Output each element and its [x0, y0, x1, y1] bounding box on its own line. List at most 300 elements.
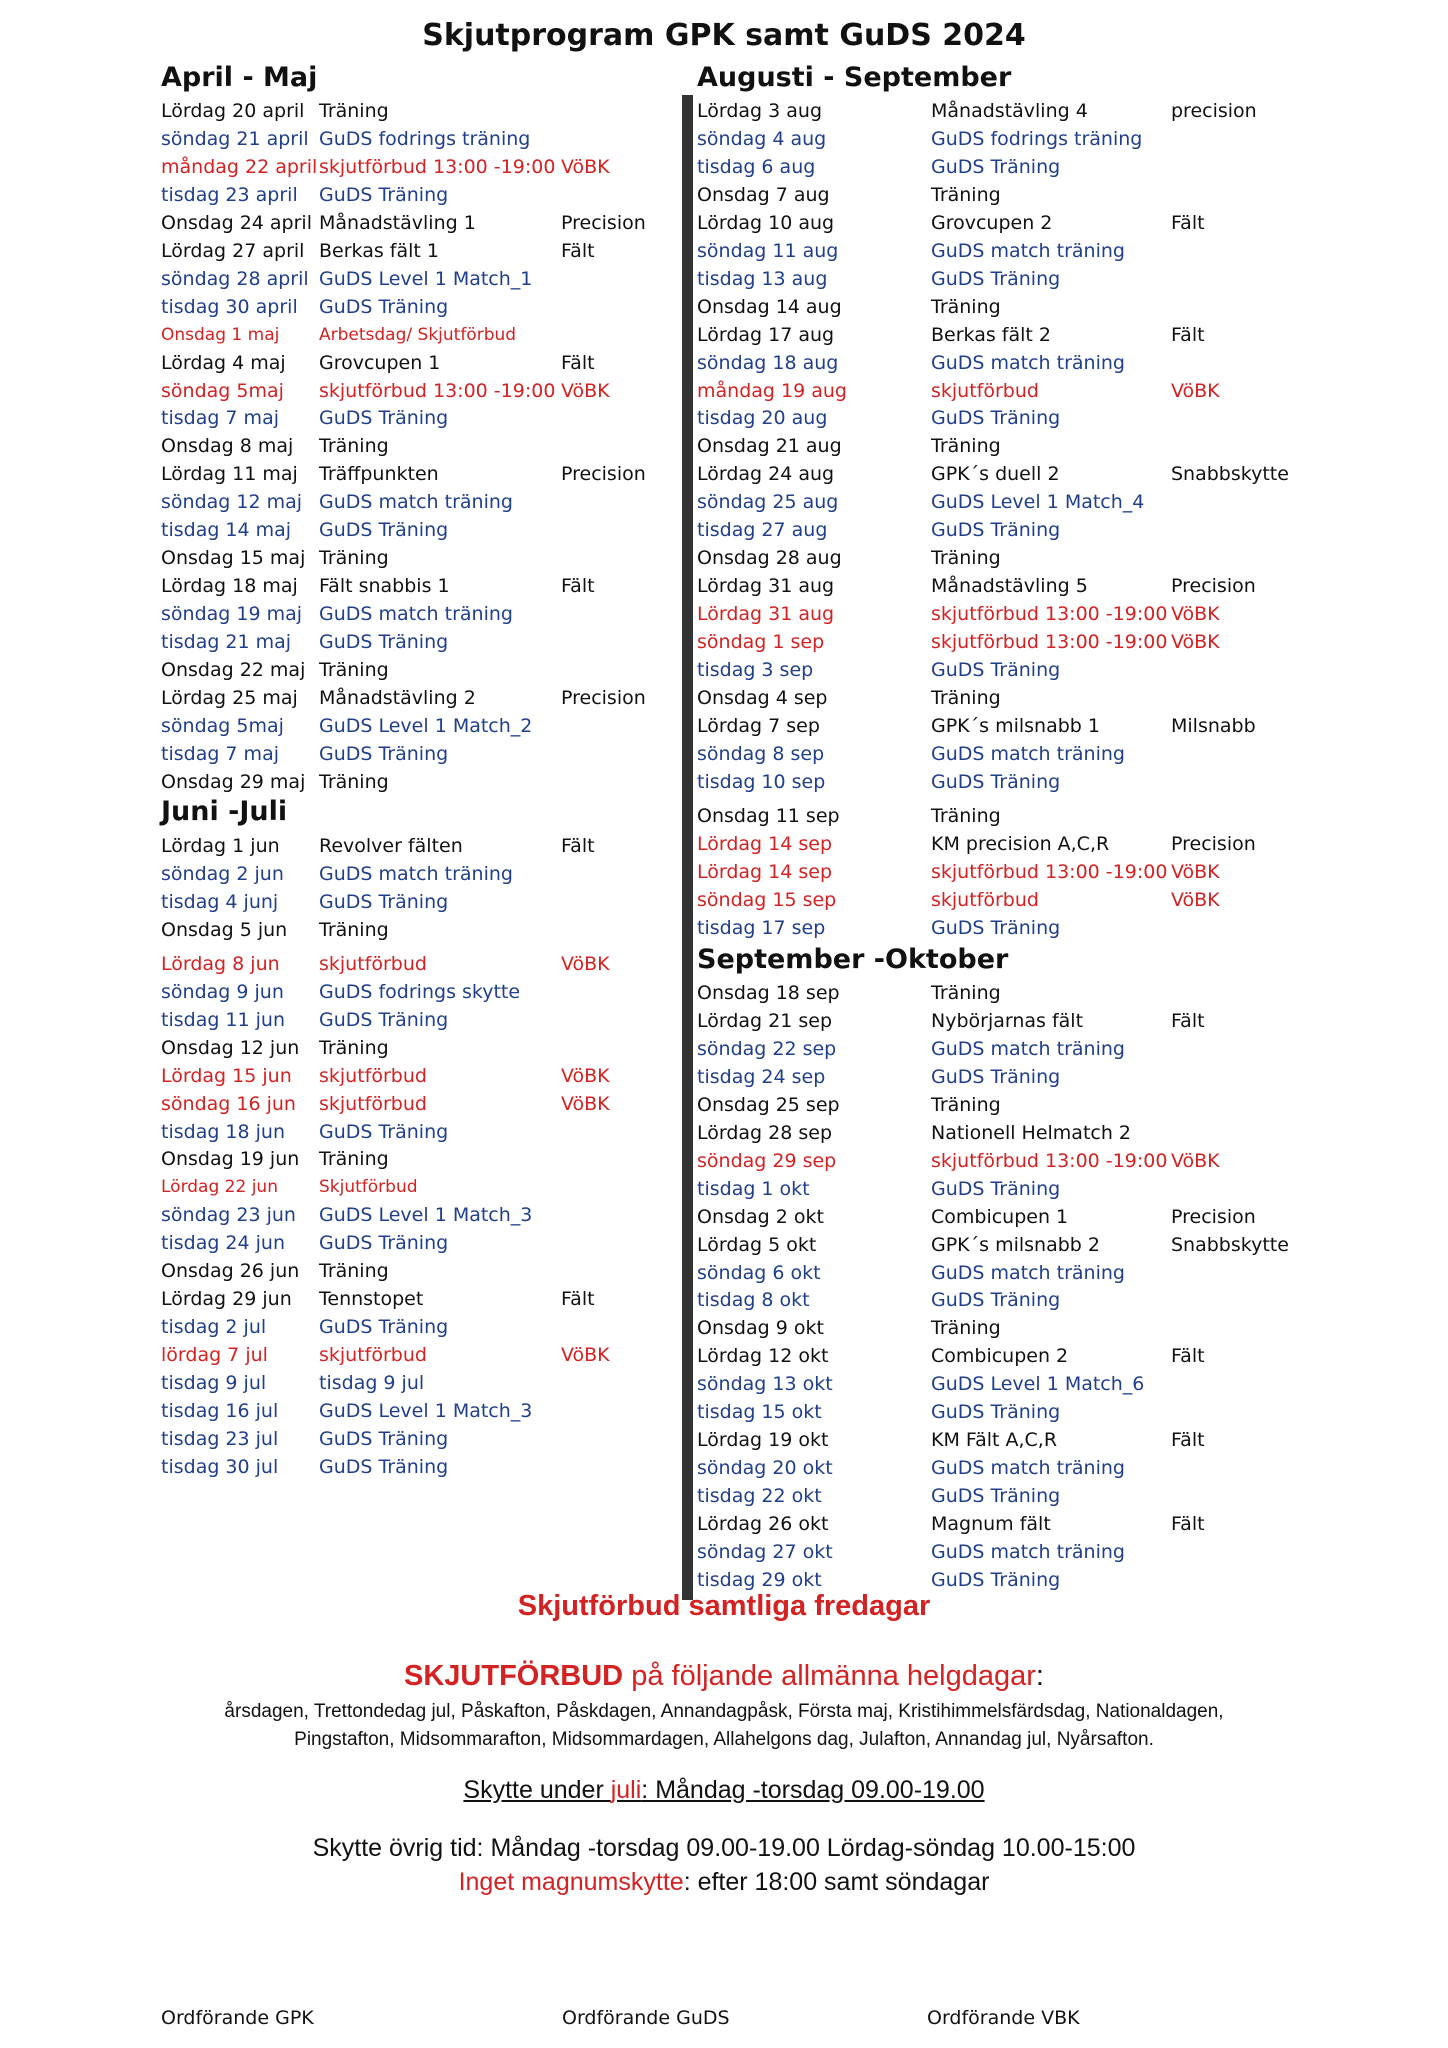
- july-hours-prefix: Skytte under: [463, 1776, 611, 1804]
- row-date: söndag 13 okt: [697, 1373, 833, 1396]
- row-type: Precision: [561, 211, 646, 234]
- schedule-row: [697, 97, 1257, 125]
- row-date: lördag 7 jul: [161, 1344, 268, 1367]
- july-hours-month: juli: [610, 1776, 642, 1804]
- row-date: Onsdag 19 jun: [161, 1148, 300, 1171]
- row-event: GuDS Level 1 Match_3: [319, 1400, 533, 1422]
- schedule-row: [161, 1285, 701, 1313]
- schedule-row: [697, 1175, 1237, 1203]
- row-date: tisdag 18 jun: [161, 1120, 286, 1143]
- schedule-row: [161, 628, 701, 656]
- july-hours: [0, 1776, 1448, 1805]
- row-type: Fält: [1171, 1429, 1205, 1452]
- schedule-row: [697, 544, 1237, 572]
- row-type: Fält: [1171, 1345, 1205, 1368]
- row-date: Lördag 24 aug: [697, 463, 835, 486]
- schedule-row: [697, 404, 1237, 432]
- schedule-row: [697, 377, 1237, 405]
- schedule-row: [697, 914, 1237, 942]
- row-date: tisdag 4 junj: [161, 890, 279, 913]
- row-date: Lördag 25 maj: [161, 686, 298, 709]
- row-type: Snabbskytte: [1171, 463, 1289, 486]
- signature-vbk: Ordförande VBK: [927, 2007, 1080, 2029]
- row-date: tisdag 24 jun: [161, 1232, 286, 1255]
- row-date: Onsdag 1 maj: [161, 324, 280, 345]
- row-event: GPK´s duell 2: [931, 463, 1060, 486]
- row-event: GuDS match träning: [931, 1541, 1125, 1563]
- holiday-list-line-2: Pingstafton, Midsommarafton, Midsommardagen, Allahelgons dag, Julafton, Annandag jul, Nyårsafton.: [294, 1729, 1154, 1750]
- row-date: tisdag 13 aug: [697, 267, 828, 290]
- schedule-row: [161, 153, 701, 181]
- row-event: skjutförbud: [319, 1092, 427, 1115]
- row-event: GuDS Träning: [319, 1120, 449, 1143]
- schedule-row: [161, 712, 701, 740]
- row-date: Onsdag 2 okt: [697, 1205, 824, 1228]
- row-event: GuDS Träning: [319, 1316, 449, 1339]
- row-event: Combicupen 2: [931, 1345, 1069, 1368]
- holiday-notice-emphasis: SKJUTFÖRBUD: [404, 1660, 624, 1692]
- row-type: VöBK: [561, 1344, 610, 1367]
- schedule-row: [161, 404, 701, 432]
- row-event: Träning: [319, 1036, 389, 1059]
- row-type: Precision: [1171, 832, 1256, 855]
- row-type: Snabbskytte: [1171, 1233, 1289, 1256]
- row-date: Lördag 1 jun: [161, 835, 280, 857]
- schedule-row: [697, 1231, 1289, 1259]
- row-date: tisdag 27 aug: [697, 519, 828, 542]
- row-event: GuDS match träning: [931, 1261, 1125, 1284]
- row-date: söndag 2 jun: [161, 862, 284, 885]
- row-event: Träning: [319, 100, 389, 122]
- row-event: skjutförbud: [931, 888, 1039, 911]
- row-event: Träning: [319, 547, 389, 570]
- row-type: Fält: [561, 351, 595, 374]
- row-date: tisdag 21 maj: [161, 631, 292, 654]
- row-date: tisdag 17 sep: [697, 916, 826, 939]
- row-date: Lördag 10 aug: [697, 211, 835, 234]
- schedule-row: [697, 460, 1289, 488]
- schedule-row: [161, 572, 701, 600]
- row-event: GuDS Level 1 Match_3: [319, 1204, 533, 1227]
- schedule-row: [161, 950, 701, 978]
- row-event: GuDS fodrings skytte: [319, 980, 521, 1003]
- schedule-row: [697, 979, 1237, 1007]
- row-date: Onsdag 25 sep: [697, 1093, 840, 1116]
- schedule-row: [697, 1510, 1237, 1538]
- schedule-row: [697, 830, 1256, 858]
- row-date: söndag 28 april: [161, 267, 309, 290]
- row-date: tisdag 22 okt: [697, 1485, 822, 1508]
- row-event: Träning: [931, 1317, 1001, 1340]
- schedule-row: [161, 1453, 701, 1481]
- row-date: Onsdag 5 jun: [161, 918, 288, 941]
- row-event: Träning: [319, 1148, 389, 1171]
- row-event: skjutförbud 13:00 -19:00: [931, 860, 1168, 883]
- row-date: söndag 16 jun: [161, 1092, 296, 1115]
- row-date: Lördag 14 sep: [697, 860, 833, 883]
- schedule-row: [697, 432, 1237, 460]
- row-event: Träning: [931, 435, 1001, 458]
- row-date: söndag 6 okt: [697, 1261, 821, 1284]
- row-event: GuDS Träning: [931, 1177, 1061, 1200]
- schedule-row: [161, 181, 701, 209]
- row-date: söndag 5maj: [161, 379, 284, 402]
- row-date: Onsdag 29 maj: [161, 770, 306, 793]
- row-date: Onsdag 4 sep: [697, 686, 828, 709]
- schedule-row: [161, 1425, 701, 1453]
- row-date: söndag 29 sep: [697, 1149, 837, 1172]
- schedule-row: [161, 832, 701, 860]
- schedule-row: [697, 740, 1237, 768]
- row-date: Onsdag 18 sep: [697, 982, 840, 1004]
- row-type: VöBK: [1171, 1149, 1220, 1172]
- row-event: GuDS Träning: [319, 1008, 449, 1031]
- schedule-row: [697, 488, 1237, 516]
- row-event: Berkas fält 1: [319, 239, 439, 262]
- row-date: tisdag 24 sep: [697, 1065, 826, 1088]
- schedule-row: [161, 1062, 701, 1090]
- schedule-row: [697, 656, 1237, 684]
- row-event: Träning: [931, 547, 1001, 570]
- row-type: Milsnabb: [1171, 714, 1256, 737]
- row-date: tisdag 30 april: [161, 295, 298, 318]
- page-title: Skjutprogram GPK samt GuDS 2024: [422, 18, 1026, 53]
- row-date: tisdag 15 okt: [697, 1401, 822, 1424]
- row-type: Fält: [1171, 1009, 1205, 1032]
- schedule-row: [161, 460, 701, 488]
- schedule-row: [697, 1342, 1237, 1370]
- row-event: GuDS match träning: [931, 1037, 1125, 1060]
- row-event: skjutförbud 13:00 -19:00: [931, 1149, 1168, 1172]
- row-event: GuDS Level 1 Match_1: [319, 267, 533, 290]
- schedule-row: [161, 768, 701, 796]
- schedule-row: [161, 377, 701, 405]
- holiday-list-line-1: årsdagen, Trettondedag jul, Påskafton, Påskdagen, Annandagpåsk, Första maj, Kristihimmelsfärdsdag, Nationaldagen,: [224, 1701, 1224, 1722]
- row-type: Fält: [561, 239, 595, 262]
- schedule-row: [697, 1426, 1237, 1454]
- row-event: GuDS Level 1 Match_4: [931, 491, 1145, 514]
- row-event: GuDS fodrings träning: [931, 127, 1143, 150]
- schedule-row: [161, 1369, 701, 1397]
- row-date: tisdag 2 jul: [161, 1316, 267, 1339]
- row-event: Månadstävling 4: [931, 100, 1088, 122]
- schedule-row: [161, 740, 701, 768]
- row-date: tisdag 14 maj: [161, 519, 292, 542]
- schedule-row: [697, 1147, 1237, 1175]
- row-date: tisdag 11 jun: [161, 1008, 286, 1031]
- schedule-row: [161, 656, 701, 684]
- row-event: Träning: [319, 1260, 389, 1283]
- schedule-row: [161, 237, 701, 265]
- holiday-notice-rest: på följande allmänna helgdagar: [623, 1660, 1036, 1692]
- row-type: VöBK: [1171, 888, 1220, 911]
- row-event: skjutförbud: [319, 952, 427, 975]
- row-event: Träning: [319, 659, 389, 681]
- row-date: Onsdag 26 jun: [161, 1260, 300, 1283]
- schedule-row: [697, 1286, 1237, 1314]
- schedule-row: [697, 684, 1237, 712]
- row-event: Revolver fälten: [319, 835, 463, 857]
- row-event: KM precision A,C,R: [931, 832, 1110, 855]
- schedule-row: [161, 1313, 701, 1341]
- schedule-row: [697, 209, 1237, 237]
- row-date: tisdag 16 jul: [161, 1400, 279, 1422]
- row-event: GuDS match träning: [931, 239, 1125, 262]
- row-event: GPK´s milsnabb 1: [931, 714, 1100, 737]
- row-date: tisdag 20 aug: [697, 407, 828, 430]
- row-date: tisdag 10 sep: [697, 770, 826, 793]
- schedule-row: [161, 684, 701, 712]
- row-event: GuDS Träning: [931, 1289, 1061, 1312]
- row-date: tisdag 7 maj: [161, 407, 279, 430]
- row-event: GuDS Träning: [319, 183, 449, 206]
- row-type: VöBK: [1171, 379, 1220, 402]
- schedule-row: [161, 1145, 701, 1173]
- row-date: Lördag 17 aug: [697, 323, 835, 346]
- row-event: skjutförbud: [931, 379, 1039, 402]
- row-event: Månadstävling 5: [931, 575, 1088, 598]
- schedule-row: [697, 628, 1237, 656]
- row-date: Lördag 18 maj: [161, 575, 298, 598]
- friday-notice: Skjutförbud samtliga fredagar: [517, 1590, 931, 1622]
- schedule-row: [161, 1257, 701, 1285]
- row-event: Träning: [931, 295, 1001, 318]
- row-event: GuDS Träning: [931, 1401, 1061, 1424]
- row-event: GuDS Level 1 Match_2: [319, 714, 533, 737]
- row-date: Lördag 7 sep: [697, 714, 820, 737]
- schedule-row: [161, 293, 701, 321]
- schedule-row: [697, 858, 1237, 886]
- row-date: Lördag 29 jun: [161, 1288, 292, 1311]
- row-type: VöBK: [561, 1092, 610, 1115]
- row-event: Tennstopet: [319, 1288, 424, 1311]
- row-date: Onsdag 24 april: [161, 211, 312, 234]
- schedule-row: [161, 209, 701, 237]
- schedule-row: [161, 432, 701, 460]
- row-date: Onsdag 14 aug: [697, 295, 842, 318]
- schedule-row: [697, 237, 1237, 265]
- row-type: precision: [1171, 100, 1257, 122]
- row-date: Onsdag 7 aug: [697, 183, 830, 206]
- row-date: Lördag 22 jun: [161, 1177, 278, 1198]
- row-date: Lördag 4 maj: [161, 351, 286, 374]
- schedule-row: [697, 1454, 1237, 1482]
- row-event: skjutförbud 13:00 -19:00: [319, 155, 556, 178]
- row-event: Grovcupen 2: [931, 211, 1053, 234]
- row-type: VöBK: [561, 952, 610, 975]
- row-event: GuDS Träning: [319, 1455, 449, 1478]
- schedule-row: [697, 886, 1237, 914]
- row-type: VöBK: [1171, 631, 1220, 654]
- row-event: GuDS match träning: [319, 491, 513, 514]
- row-event: Nationell Helmatch 2: [931, 1121, 1132, 1144]
- row-event: GuDS fodrings träning: [319, 127, 531, 150]
- row-date: tisdag 3 sep: [697, 659, 814, 681]
- row-event: GuDS Träning: [319, 295, 449, 318]
- row-event: GuDS Träning: [931, 1065, 1061, 1088]
- row-event: skjutförbud 13:00 -19:00: [931, 603, 1168, 626]
- schedule-row: [697, 1538, 1237, 1566]
- schedule-row: [161, 1201, 701, 1229]
- row-event: GuDS match träning: [931, 1457, 1125, 1480]
- row-date: söndag 18 aug: [697, 351, 839, 374]
- row-date: måndag 22 april: [161, 155, 318, 178]
- row-event: GuDS Träning: [319, 631, 449, 654]
- row-date: tisdag 1 okt: [697, 1177, 810, 1200]
- row-event: Combicupen 1: [931, 1205, 1069, 1228]
- row-event: GuDS Träning: [319, 407, 449, 430]
- row-date: Lördag 15 jun: [161, 1064, 292, 1087]
- schedule-row: [697, 1482, 1237, 1510]
- schedule-row: [697, 516, 1237, 544]
- schedule-row: [697, 265, 1237, 293]
- row-event: Arbetsdag/ Skjutförbud: [319, 324, 517, 345]
- schedule-row: [697, 1007, 1237, 1035]
- schedule-row: [697, 1314, 1237, 1342]
- row-type: VöBK: [561, 155, 610, 178]
- row-event: GuDS Träning: [319, 519, 449, 542]
- row-date: Lördag 31 aug: [697, 603, 835, 626]
- row-type: Fält: [561, 835, 595, 857]
- row-date: söndag 21 april: [161, 127, 309, 150]
- schedule-row: [161, 1341, 701, 1369]
- row-event: Träning: [319, 770, 389, 793]
- row-event: Nybörjarnas fält: [931, 1009, 1084, 1032]
- row-event: KM Fält A,C,R: [931, 1429, 1058, 1452]
- row-type: Fält: [1171, 1513, 1205, 1536]
- row-event: GuDS Träning: [931, 1568, 1061, 1591]
- row-date: söndag 15 sep: [697, 888, 837, 911]
- row-date: söndag 23 jun: [161, 1204, 296, 1227]
- row-event: GuDS Träning: [931, 267, 1061, 290]
- section-heading: April - Maj: [161, 62, 318, 93]
- row-event: Månadstävling 2: [319, 686, 476, 709]
- schedule-row: [697, 1203, 1256, 1231]
- schedule-row: [697, 600, 1237, 628]
- row-date: tisdag 30 jul: [161, 1455, 279, 1478]
- schedule-row: [697, 1370, 1237, 1398]
- row-date: söndag 20 okt: [697, 1457, 833, 1480]
- row-date: Onsdag 15 maj: [161, 547, 306, 570]
- row-date: söndag 9 jun: [161, 980, 284, 1003]
- schedule-row: [161, 1173, 701, 1201]
- row-type: Precision: [561, 463, 646, 486]
- magnum-notice-emphasis: Inget magnumskytte: [458, 1868, 684, 1896]
- row-type: Precision: [1171, 575, 1256, 598]
- row-date: söndag 25 aug: [697, 491, 839, 514]
- other-hours: Skytte övrig tid: Måndag -torsdag 09.00-19.00 Lördag-söndag 10.00-15:00: [312, 1834, 1136, 1862]
- row-event: GuDS Träning: [319, 1427, 449, 1450]
- row-date: söndag 19 maj: [161, 603, 303, 626]
- row-type: Fält: [561, 1288, 595, 1311]
- row-event: GuDS Träning: [931, 155, 1061, 178]
- row-date: Lördag 3 aug: [697, 100, 823, 122]
- row-event: Grovcupen 1: [319, 351, 441, 374]
- row-event: GuDS Träning: [931, 916, 1061, 939]
- row-date: söndag 12 maj: [161, 491, 303, 514]
- row-event: tisdag 9 jul: [319, 1372, 425, 1395]
- row-type: Fält: [1171, 211, 1205, 234]
- signature-guds: Ordförande GuDS: [562, 2007, 730, 2029]
- schedule-row: [697, 768, 1237, 796]
- row-date: Onsdag 11 sep: [697, 804, 840, 827]
- schedule-row: [697, 712, 1256, 740]
- row-event: GuDS Träning: [319, 890, 449, 913]
- schedule-row: [697, 125, 1237, 153]
- row-event: Träning: [931, 686, 1001, 709]
- schedule-row: [697, 1119, 1237, 1147]
- row-event: GuDS Träning: [931, 770, 1061, 793]
- row-date: söndag 5maj: [161, 714, 284, 737]
- row-event: GuDS match träning: [931, 742, 1125, 765]
- section-heading: Augusti - September: [697, 62, 1012, 93]
- schedule-row: [697, 181, 1237, 209]
- row-date: tisdag 23 april: [161, 183, 298, 206]
- schedule-row: [161, 1034, 701, 1062]
- row-date: Onsdag 8 maj: [161, 435, 294, 458]
- holiday-notice-colon: :: [1035, 1660, 1044, 1692]
- schedule-row: [697, 1063, 1237, 1091]
- row-type: VöBK: [1171, 603, 1220, 626]
- row-event: Träning: [931, 982, 1001, 1004]
- row-date: Lördag 21 sep: [697, 1009, 833, 1032]
- row-date: Onsdag 22 maj: [161, 659, 306, 681]
- row-event: skjutförbud: [319, 1064, 427, 1087]
- row-event: GuDS Träning: [931, 407, 1061, 430]
- schedule-row: [161, 1229, 701, 1257]
- schedule-row: [161, 321, 701, 349]
- row-event: GuDS Level 1 Match_6: [931, 1373, 1145, 1396]
- row-date: söndag 8 sep: [697, 742, 825, 765]
- row-date: Onsdag 21 aug: [697, 435, 842, 458]
- schedule-row: [697, 1035, 1237, 1063]
- row-date: söndag 4 aug: [697, 127, 827, 150]
- row-event: Träning: [319, 918, 389, 941]
- row-date: söndag 22 sep: [697, 1037, 837, 1060]
- row-event: GuDS match träning: [931, 351, 1125, 374]
- schedule-row: [697, 1091, 1237, 1119]
- row-date: Onsdag 28 aug: [697, 547, 842, 570]
- section-heading: Juni -Juli: [161, 796, 288, 827]
- holiday-notice-title: [0, 1660, 1448, 1693]
- signature-gpk: Ordförande GPK: [161, 2007, 314, 2029]
- row-event: skjutförbud: [319, 1344, 427, 1367]
- section-heading: September -Oktober: [697, 944, 1009, 975]
- schedule-row: [161, 544, 701, 572]
- row-date: Onsdag 9 okt: [697, 1317, 824, 1340]
- schedule-row: [161, 125, 701, 153]
- row-date: tisdag 9 jul: [161, 1372, 267, 1395]
- row-date: måndag 19 aug: [697, 379, 847, 402]
- row-event: GuDS Träning: [319, 742, 449, 765]
- row-date: Lördag 8 jun: [161, 952, 280, 975]
- row-event: Magnum fält: [931, 1513, 1051, 1536]
- row-type: VöBK: [561, 1064, 610, 1087]
- row-date: Lördag 27 april: [161, 239, 305, 262]
- row-date: söndag 27 okt: [697, 1541, 833, 1563]
- row-event: GuDS Träning: [931, 519, 1061, 542]
- row-event: GuDS match träning: [319, 603, 513, 626]
- schedule-row: [697, 321, 1237, 349]
- row-date: söndag 1 sep: [697, 631, 825, 654]
- row-event: GPK´s milsnabb 2: [931, 1233, 1100, 1256]
- row-event: GuDS Träning: [931, 1485, 1061, 1508]
- schedule-row: [161, 888, 701, 916]
- magnum-notice: [0, 1868, 1448, 1897]
- schedule-row: [161, 1397, 701, 1425]
- row-event: Träning: [931, 183, 1001, 206]
- schedule-row: [161, 265, 701, 293]
